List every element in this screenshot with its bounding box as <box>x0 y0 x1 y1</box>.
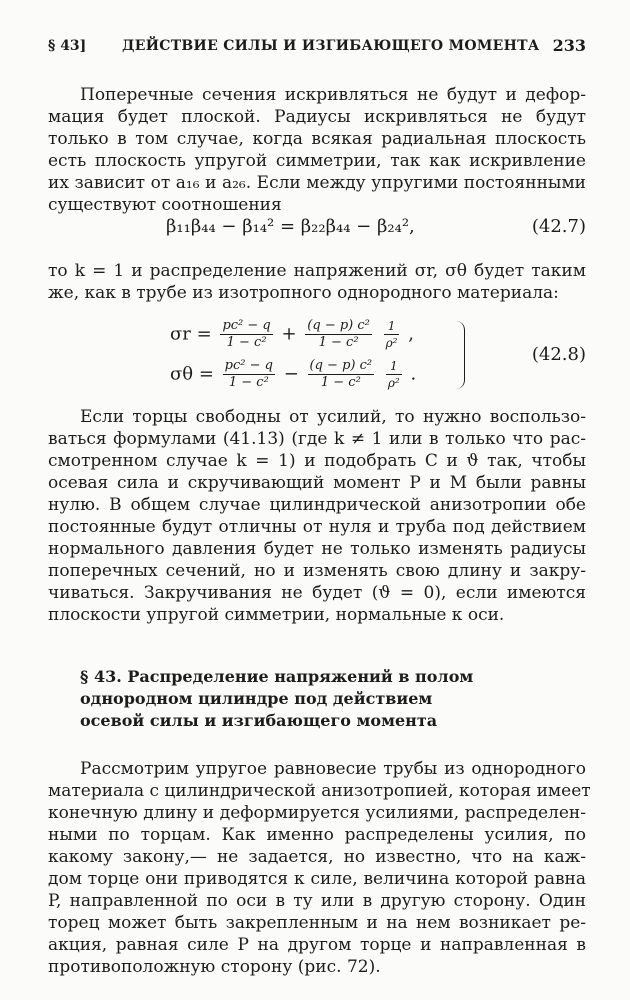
para4-line: торец может быть закрепленным и на нем возникает ре- <box>48 913 586 933</box>
comma: , <box>408 323 414 345</box>
section-heading-line: однородном цилиндре под действием <box>80 689 433 708</box>
para3-line: осевая сила и скручивающий момент P и M были равны <box>48 473 586 493</box>
para4-line: конечную длину и деформируется усилиями, распределен- <box>48 803 586 823</box>
para4-line: акция, равная силе P на другом торце и направленная в <box>48 935 586 955</box>
page-number: 233 <box>552 36 586 55</box>
plus-sign: + <box>281 323 297 345</box>
minus-sign: − <box>283 363 299 385</box>
para4-line: материала с цилиндрической анизотропией, которая имеет <box>48 781 591 801</box>
header-section-ref: § 43] <box>48 38 87 54</box>
fraction: $\frac{\text{pc² − q}}{\text{1 − c²}}$ <box>224 358 273 390</box>
equation-42-7: β₁₁β₄₄ − β₁₄² = β₂₂β₄₄ − β₂₄², <box>166 216 415 237</box>
para1-line: существуют соотношения <box>48 195 282 215</box>
para4-line: какому закону,— не задается, но известно, что на каж- <box>48 847 586 867</box>
para3-line: плоскости упругой симметрии, нормальные к оси. <box>48 605 505 625</box>
para3-line: постоянные будут отличны от нуля и труба под действием <box>48 517 586 537</box>
right-brace <box>456 321 465 389</box>
equation-number-42-8: (42.8) <box>531 344 586 365</box>
fraction: $\frac{\text{(q − p) c²}}{\text{1 − c²}}$ <box>307 318 370 350</box>
running-header <box>48 36 586 60</box>
period: . <box>410 363 417 385</box>
header-running-title: ДЕЙСТВИЕ СИЛЫ И ИЗГИБАЮЩЕГО МОМЕНТА <box>122 38 540 54</box>
para1-line: Поперечные сечения искривляться не будут и дефор- <box>80 85 586 105</box>
para1-line: мация будет плоской. Радиусы искривляться не будут <box>48 107 586 127</box>
para2-line: же, как в трубе из изотропного однородного материала: <box>48 283 559 303</box>
para4-line: P, направленной по оси в ту или в другую сторону. Один <box>48 891 586 911</box>
para3-line: чиваться. Закручивания не будет (ϑ = 0), если имеются <box>48 583 586 603</box>
para1-line: есть плоскость упругой симметрии, так как искривление <box>48 151 586 171</box>
para4-line: дом торце они приводятся к силе, величина которой равна <box>48 869 586 889</box>
sigma-r-lhs: σr = <box>170 323 212 345</box>
para3-line: Если торцы свободны от усилий, то нужно воспользо- <box>80 407 586 427</box>
para4-line: противоположную сторону (рис. 72). <box>48 957 381 977</box>
para3-line: ваться формулами (41.13) (где k ≠ 1 или в только что рас- <box>48 429 586 449</box>
para4-line: ными по торцам. Как именно распределены усилия, по <box>48 825 586 845</box>
para3-line: поперечных сечений, но и изменять свою длину и закру- <box>48 561 586 581</box>
fraction: $\frac{\text{(q − p) c²}}{\text{1 − c²}}$ <box>309 358 373 390</box>
section-heading-line: § 43. Распределение напряжений в полом <box>80 667 474 686</box>
fraction: $\frac{1}{\text{ρ²}}$ <box>387 359 400 390</box>
para3-line: нулю. В общем случае цилиндрической анизотропии обе <box>48 495 586 515</box>
equation-number-42-7: (42.7) <box>531 216 586 237</box>
sigma-theta-lhs: σθ = <box>170 363 214 385</box>
fraction: $\frac{1}{\text{ρ²}}$ <box>385 319 398 350</box>
para4-line: Рассмотрим упругое равновесие трубы из однородного <box>80 759 586 779</box>
section-heading-line: осевой силы и изгибающего момента <box>80 711 438 730</box>
para1-line: только в том случае, когда всякая радиальная плоскость <box>48 129 586 149</box>
fraction: $\frac{\text{pc² − q}}{\text{1 − c²}}$ <box>222 318 271 350</box>
equation-42-8-row2 <box>170 358 416 391</box>
para2-line: то k = 1 и распределение напряжений σr, σθ будет таким <box>48 261 586 281</box>
para3-line: смотренном случае k = 1) и подобрать C и ϑ так, чтобы <box>48 451 586 471</box>
para1-line: их зависит от a₁₆ и a₂₆. Если между упругими постоянными <box>48 173 586 193</box>
equation-42-8-row1 <box>170 318 414 351</box>
para3-line: нормального давления будет не только изменять радиусы <box>48 539 586 559</box>
